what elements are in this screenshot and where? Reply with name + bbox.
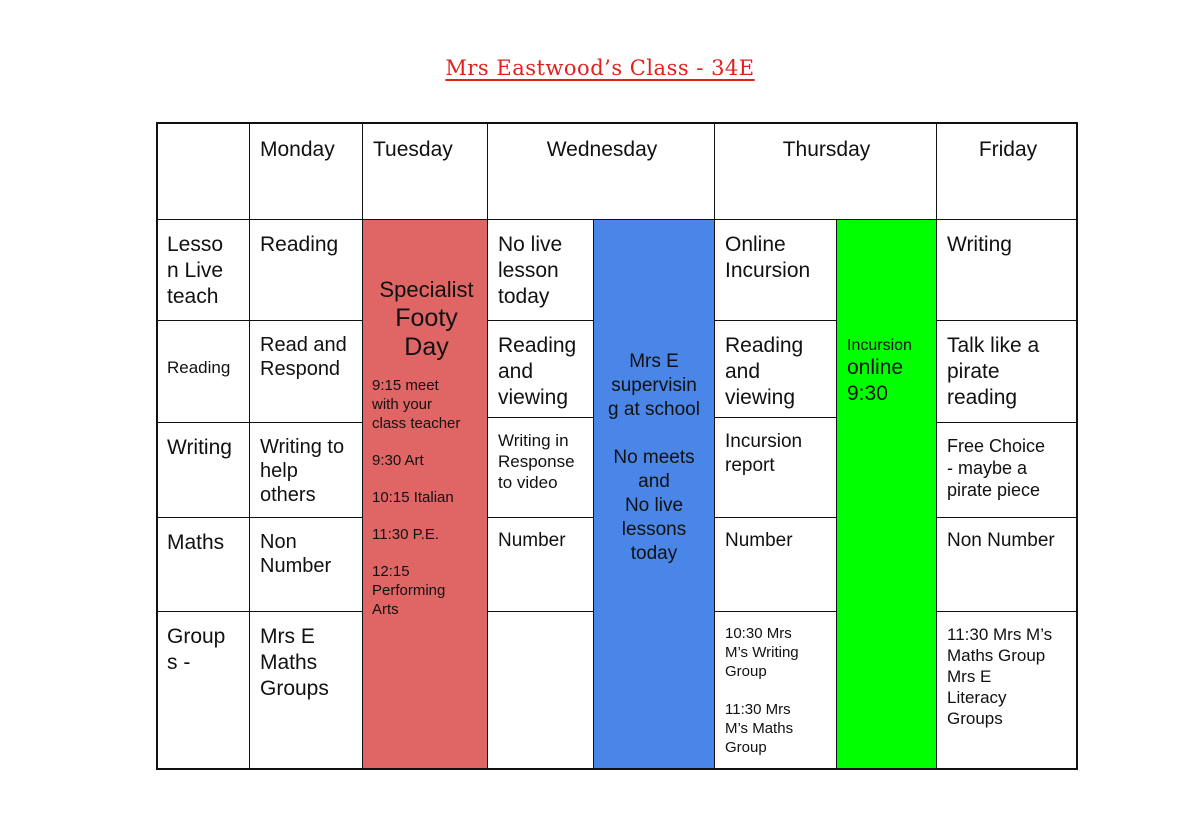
row-label-maths: Maths <box>156 517 250 612</box>
row-label-lesson: Lesso n Live teach <box>156 219 250 321</box>
wednesday-groups <box>487 611 594 770</box>
thursday-lesson: Online Incursion <box>714 219 837 321</box>
friday-groups: 11:30 Mrs M’s Maths Group Mrs E Literacy Groups <box>936 611 1078 770</box>
thursday-reading: Reading and viewing <box>714 320 837 418</box>
header-wednesday: Wednesday <box>487 122 715 220</box>
header-friday: Friday <box>936 122 1078 220</box>
thursday-writing: Incursion report <box>714 417 837 518</box>
incursion-time: online 9:30 <box>847 356 904 405</box>
friday-writing: Free Choice - maybe a pirate piece <box>936 422 1078 518</box>
thursday-groups: 10:30 Mrs M’s Writing Group 11:30 Mrs M’s Maths Group <box>714 611 837 770</box>
wednesday-writing: Writing in Response to video <box>487 417 594 518</box>
thursday-incursion-online <box>836 219 937 770</box>
tuesday-item: 11:30 P.E. <box>372 526 440 543</box>
wednesday-lesson: No live lesson today <box>487 219 594 321</box>
tuesday-specialist-day <box>362 219 488 770</box>
header-thursday: Thursday <box>714 122 937 220</box>
timetable <box>156 122 1078 770</box>
thursday-maths: Number <box>714 517 837 612</box>
incursion-label: Incursion <box>847 337 912 354</box>
tuesday-title-line3: Day <box>404 333 449 361</box>
header-monday: Monday <box>249 122 363 220</box>
tuesday-title-line2: Footy <box>395 304 458 332</box>
monday-writing: Writing to help others <box>249 422 363 518</box>
monday-groups: Mrs E Maths Groups <box>249 611 363 770</box>
tuesday-title-line1: Specialist <box>379 277 474 302</box>
header-tuesday: Tuesday <box>362 122 488 220</box>
row-label-groups: Group s - <box>156 611 250 770</box>
tuesday-item: 9:30 Art <box>372 452 424 469</box>
monday-lesson: Reading <box>249 219 363 321</box>
tuesday-item: 9:15 meet with your class teacher <box>372 377 461 432</box>
tuesday-title <box>372 276 481 362</box>
corner-cell <box>156 122 250 220</box>
tuesday-item: 10:15 Italian <box>372 489 454 506</box>
page-title: Mrs Eastwood’s Class - 34E <box>445 56 755 80</box>
tuesday-item: 12:15 Performing Arts <box>372 563 446 618</box>
monday-maths: Non Number <box>249 517 363 612</box>
row-label-writing: Writing <box>156 422 250 518</box>
friday-maths: Non Number <box>936 517 1078 612</box>
wednesday-maths: Number <box>487 517 594 612</box>
friday-reading: Talk like a pirate reading <box>936 320 1078 423</box>
wednesday-reading: Reading and viewing <box>487 320 594 418</box>
row-label-reading: Reading <box>156 320 250 423</box>
friday-lesson: Writing <box>936 219 1078 321</box>
wednesday-supervising: Mrs E supervisin g at school No meets and No live lessons today <box>593 219 715 770</box>
tuesday-schedule <box>372 376 481 619</box>
monday-reading: Read and Respond <box>249 320 363 423</box>
